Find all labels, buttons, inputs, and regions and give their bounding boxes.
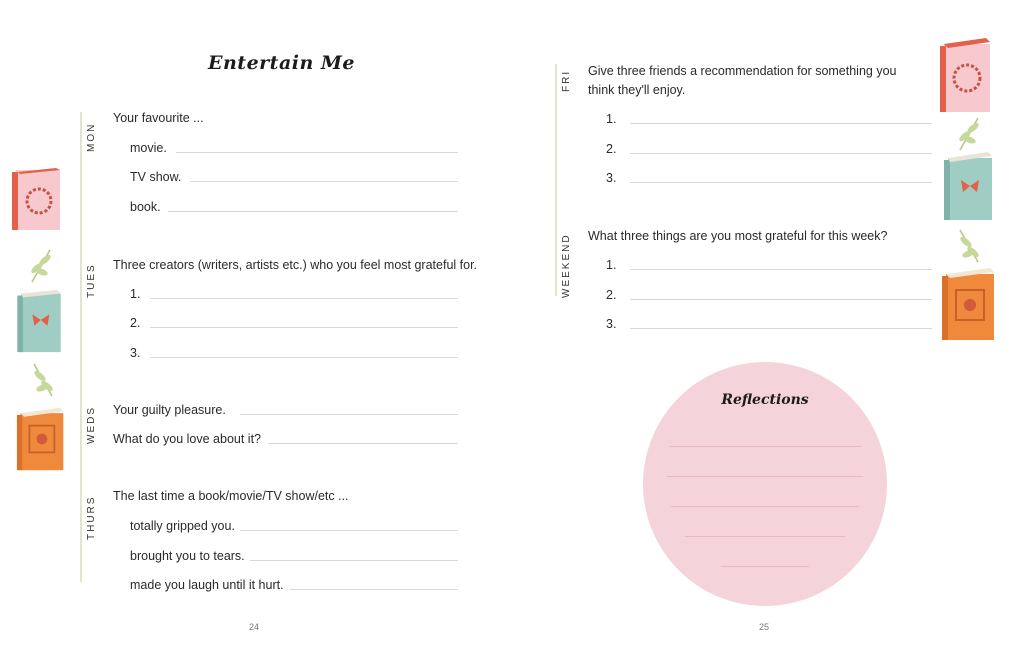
day-divider-bar: [80, 112, 82, 582]
book-flower-icon: [16, 406, 66, 472]
tues-item-3: 3.: [130, 346, 141, 360]
reflection-line[interactable]: [667, 476, 863, 477]
fri-item-3: 3.: [606, 171, 617, 185]
fri-item-1: 1.: [606, 112, 617, 126]
fri-prompt-line1: Give three friends a recommendation for something you: [588, 64, 897, 78]
answer-line[interactable]: [250, 560, 458, 561]
answer-line[interactable]: [190, 181, 458, 182]
reflections-title: Reflections: [721, 392, 809, 408]
day-label-mon: MON: [86, 122, 97, 152]
day-label-weds: WEDS: [86, 406, 97, 444]
weekend-item-1: 1.: [606, 258, 617, 272]
day-label-fri: FRI: [561, 69, 572, 92]
thurs-item-laugh: made you laugh until it hurt.: [130, 578, 284, 592]
answer-line[interactable]: [630, 123, 932, 124]
thurs-item-tears: brought you to tears.: [130, 549, 245, 563]
page-number: 24: [249, 622, 260, 632]
day-label-tues: TUES: [86, 263, 97, 298]
fri-prompt-line2: think they'll enjoy.: [588, 83, 686, 97]
weds-prompt-guilty-pleasure: Your guilty pleasure.: [113, 403, 226, 417]
weekend-prompt: What three things are you most grateful for this week?: [588, 229, 888, 243]
leaf-icon: [30, 362, 56, 398]
page-title: Entertain Me: [208, 52, 356, 74]
book-flower-icon: [942, 266, 996, 342]
mon-item-book: book.: [130, 200, 161, 214]
tues-prompt: Three creators (writers, artists etc.) who you feel most grateful for.: [113, 258, 478, 272]
answer-line[interactable]: [150, 327, 458, 328]
answer-line[interactable]: [150, 357, 458, 358]
leaf-icon: [956, 116, 982, 152]
book-butterfly-icon: [14, 288, 64, 354]
mon-item-movie: movie.: [130, 141, 167, 155]
leaf-icon: [956, 228, 982, 264]
mon-item-tv-show: TV show.: [130, 170, 182, 184]
answer-line[interactable]: [176, 152, 458, 153]
day-label-thurs: THURS: [86, 495, 97, 540]
reflection-line[interactable]: [685, 536, 845, 537]
reflection-line[interactable]: [671, 506, 859, 507]
reflections-circle: [643, 362, 887, 606]
leaf-icon: [28, 248, 54, 284]
book-wreath-icon: [940, 36, 992, 114]
weds-prompt-love-about: What do you love about it?: [113, 432, 262, 446]
answer-line[interactable]: [168, 211, 458, 212]
thurs-item-gripped: totally gripped you.: [130, 519, 235, 533]
page-number: 25: [759, 622, 770, 632]
day-divider-bar: [555, 64, 557, 296]
tues-item-2: 2.: [130, 316, 141, 330]
weekend-item-2: 2.: [606, 288, 617, 302]
book-wreath-icon: [12, 166, 62, 232]
answer-line[interactable]: [630, 182, 932, 183]
weekend-item-3: 3.: [606, 317, 617, 331]
fri-item-2: 2.: [606, 142, 617, 156]
answer-line[interactable]: [240, 414, 458, 415]
answer-line[interactable]: [630, 153, 932, 154]
day-label-weekend: WEEKEND: [561, 233, 572, 298]
answer-line[interactable]: [290, 589, 458, 590]
answer-line[interactable]: [630, 328, 932, 329]
answer-line[interactable]: [268, 443, 458, 444]
reflection-line[interactable]: [669, 446, 861, 447]
answer-line[interactable]: [630, 269, 932, 270]
answer-line[interactable]: [240, 530, 458, 531]
answer-line[interactable]: [630, 299, 932, 300]
book-butterfly-icon: [942, 150, 994, 222]
reflection-line[interactable]: [721, 566, 809, 567]
answer-line[interactable]: [150, 298, 458, 299]
thurs-prompt: The last time a book/movie/TV show/etc ...: [113, 489, 349, 503]
tues-item-1: 1.: [130, 287, 141, 301]
mon-prompt: Your favourite ...: [113, 111, 204, 125]
